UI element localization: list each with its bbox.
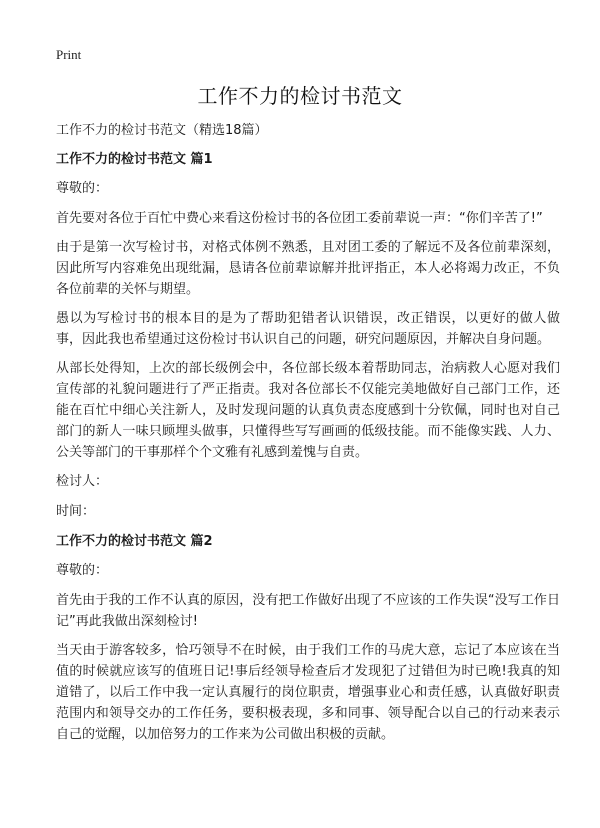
paragraph: 首先要对各位于百忙中费心来看这份检讨书的各位团工委前辈说一声：“你们辛苦了!” bbox=[56, 211, 543, 226]
section-heading-2: 工作不力的检讨书范文 篇2 bbox=[56, 534, 213, 549]
document-title: 工作不力的检讨书范文 bbox=[197, 84, 403, 108]
document-subtitle: 工作不力的检讨书范文（精选18篇） bbox=[56, 123, 268, 138]
time-label: 时间： bbox=[56, 504, 96, 519]
paragraph: 愚以为写检讨书的根本目的是为了帮助犯错者认识错误，改正错误，以更好的做人做事，因此我也希望通过这份检讨书认识自己的问题，研究问题原因，并解决自身问题。 bbox=[56, 311, 560, 347]
greeting-1: 尊敬的： bbox=[56, 181, 109, 196]
print-link[interactable]: Print bbox=[56, 47, 82, 62]
paragraph: 从部长处得知，上次的部长级例会中，各位部长级本着帮助同志，治病救人心愿对我们宣传部的礼貌问题进行了严正指责。我对各位部长不仅能完美地做好自己部门工作，还能在百忙中细心关注新人，及时发现问题的认真负责态度感到十分钦佩，同时也对自己部门的新人一味只顾埋头做事，只懂得些写写画画的低级技能。而不能像实践、人力、公关等部门的干事那样个个文雅有礼感到羞愧与自责。 bbox=[56, 361, 560, 460]
section-heading-1: 工作不力的检讨书范文 篇1 bbox=[56, 152, 213, 167]
reviewer-label: 检讨人： bbox=[56, 474, 109, 489]
paragraph: 首先由于我的工作不认真的原因，没有把工作做好出现了不应该的工作失误“没写工作日记”再此我做出深刻检讨! bbox=[56, 593, 560, 629]
paragraph: 由于是第一次写检讨书，对格式体例不熟悉，且对团工委的了解远不及各位前辈深刻，因此所写内容难免出现纰漏，恳请各位前辈谅解并批评指正，本人必将竭力改正，不负各位前辈的关怀与期望。 bbox=[56, 240, 560, 297]
greeting-2: 尊敬的： bbox=[56, 563, 109, 578]
document-body bbox=[56, 120, 560, 753]
paragraph: 当天由于游客较多，恰巧领导不在时候，由于我们工作的马虎大意，忘记了本应该在当值的时候就应该写的值班日记!事后经领导检查后才发现犯了过错但为时已晚!我真的知道错了，以后工作中我一定认真履行的岗位职责，增强事业心和责任感，认真做好职责范围内和领导交办的工作任务，要积极表现，多和同事、领导配合以自己的行动来表示自己的觉醒，以加倍努力的工作来为公司做出积极的贡献。 bbox=[56, 643, 560, 742]
